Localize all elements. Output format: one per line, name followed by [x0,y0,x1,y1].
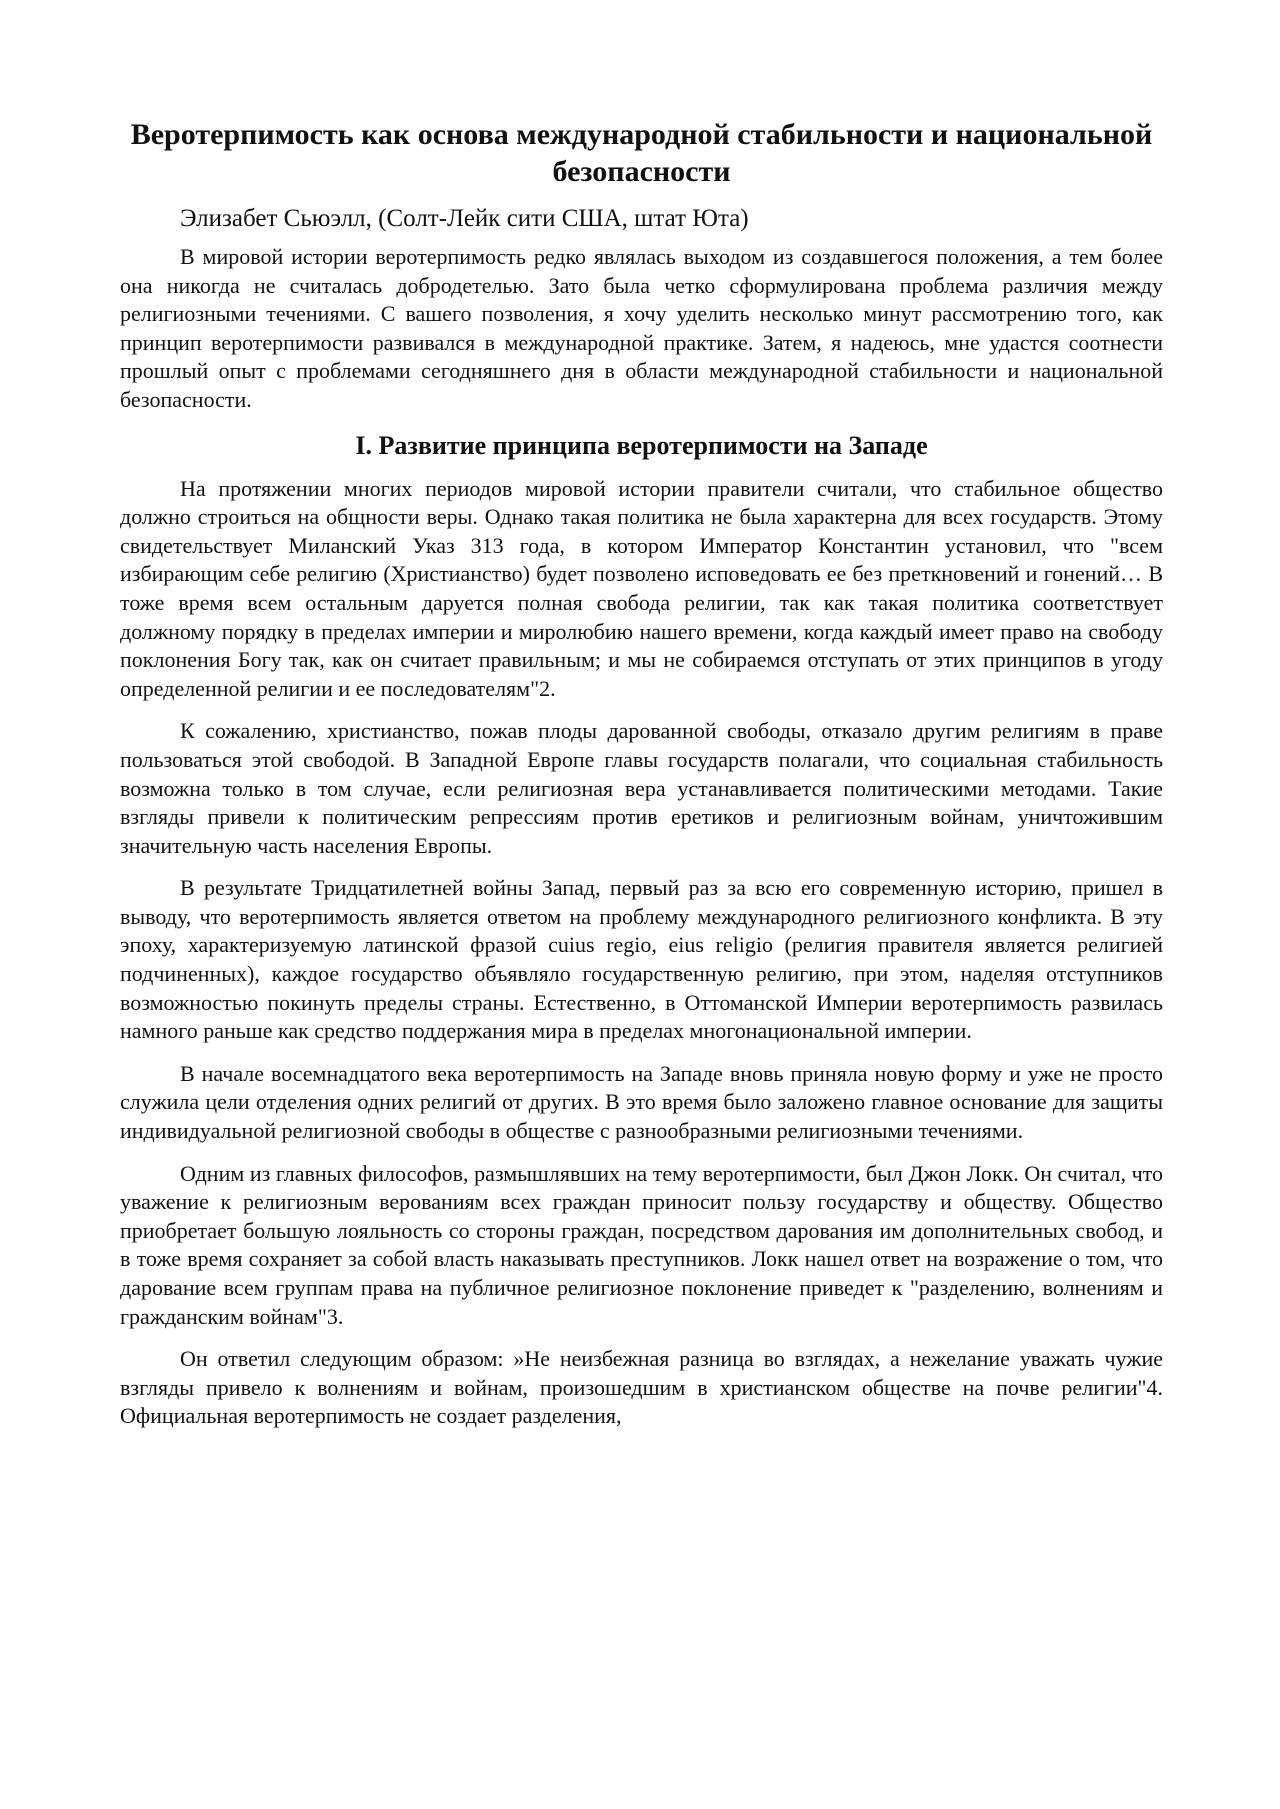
intro-paragraph: В мировой истории веротерпимость редко являлась выходом из создавшегося положения, а тем более она никогда не считалась добродетелью. Зато была четко сформулирована проблема различия между религиозными течениями. С вашего позволения, я хочу уделить несколько минут рассмотрению того, как принцип веротерпимости развивался в международной практике. Затем, я надеюсь, мне удастся соотнести прошлый опыт с проблемами сегодняшнего дня в области международной стабильности и национальной безопасности. [120,244,1163,412]
section-heading: I. Развитие принципа веротерпимости на Западе [355,430,928,460]
paragraph-2: К сожалению, христианство, пожав плоды дарованной свободы, отказало другим религиям в праве пользоваться этой свободой. В Западной Европе главы государств полагали, что социальная стабильность возможна только в том случае, если религиозная вера устанавливается политическими методами. Такие взгляды привели к политическим репрессиям против еретиков и религиозным войнам, уничтожившим значительную часть населения Европы. [120,718,1163,858]
paragraph-1: На протяжении многих периодов мировой истории правители считали, что стабильное общество должно строиться на общности веры. Однако такая политика не была характерна для всех государств. Этому свидетельствует Миланский Указ 313 года, в котором Император Константин установил, что "всем избирающим себе религию (Христианство) будет позволено исповедовать ее без преткновений и гонений… В тоже время всем остальным даруется полная свобода религии, так как такая политика соответствует должному порядку в пределах империи и миролюбию нашего времени, когда каждый имеет право на свободу поклонения Богу так, как он считает правильным; и мы не собираемся отступать от этих принципов в угоду определенной религии и ее последователям"2. [120,475,1163,701]
paragraph-6: Он ответил следующим образом: »Не неизбежная разница во взглядах, а нежелание уважать чужие взгляды привело к волнениям и войнам, произошедшим в христианском обществе на почве религии"4. Официальная веротерпимость не создает разделения, [120,1346,1163,1429]
paragraph-3: В результате Тридцатилетней войны Запад, первый раз за всю его современную историю, пришел в выводу, что веротерпимость является ответом на проблему международного религиозного конфликта. В эту эпоху, характеризуемую латинской фразой cuius regio, eius religio (религия правителя является религией подчиненных), каждое государство объявляло государственную религию, при этом, наделяя отступников возможностью покинуть пределы страны. Естественно, в Оттоманской Империи веротерпимость развилась намного раньше как средство поддержания мира в пределах многонациональной империи. [120,875,1163,1044]
paragraph-5: Одним из главных философов, размышлявших на тему веротерпимости, был Джон Локк. Он считал, что уважение к религиозным верованиям всех граждан приносит пользу государству и обществу. Общество приобретает большую лояльность со стороны граждан, посредством дарования им дополнительных свобод, и в тоже время сохраняет за собой власть наказывать преступников. Локк нашел ответ на возражение о том, что дарование всем группам права на публичное религиозное поклонение приведет к "разделению, волнениям и гражданским войнам"3. [120,1160,1163,1329]
paragraph-4: В начале восемнадцатого века веротерпимость на Западе вновь приняла новую форму и уже не просто служила цели отделения одних религий от других. В это время было заложено главное основание для защиты индивидуальной религиозной свободы в обществе с разнообразными религиозными течениями. [120,1060,1163,1144]
author-line: Элизабет Сьюэлл, (Солт-Лейк сити США, штат Юта) [180,205,749,232]
document-page [120,116,1163,1445]
document-title: Веротерпимость как основа международной стабильности и национальной безопасности [130,118,1153,188]
